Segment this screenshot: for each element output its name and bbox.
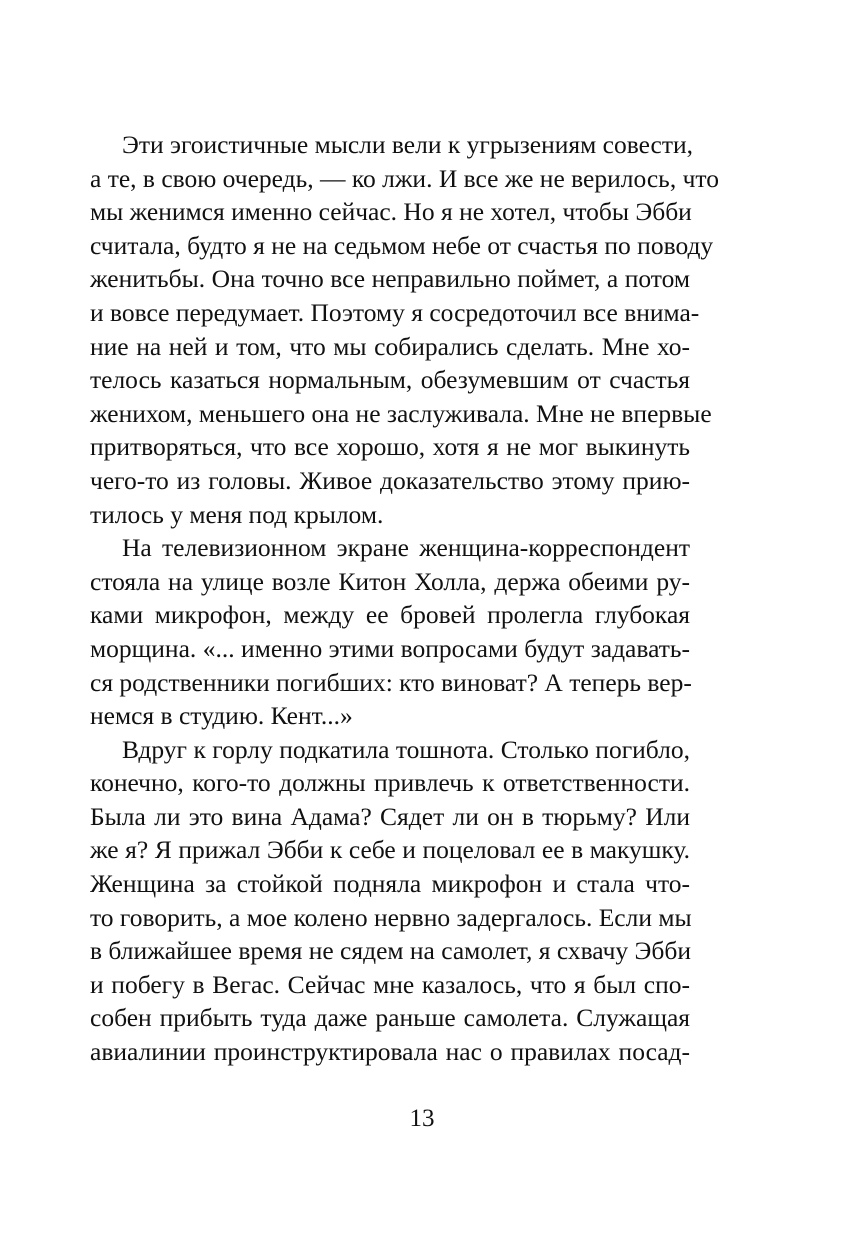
text-line: Вдруг к горлу подкатила тошнота. Столько погибло, (122, 734, 690, 764)
text-line: ние на ней и том, что мы собирались сделать. Мне хо- (90, 331, 690, 361)
text-line: На телевизионном экране женщина-корреспондент (122, 533, 690, 563)
text-line: мы женимся именно сейчас. Но я не хотел, чтобы Эбби (90, 197, 692, 227)
text-line: считала, будто я не на седьмом небе от счастья по поводу (90, 230, 714, 260)
text-line: а те, в свою очередь, — ко лжи. И все же не верилось, что (90, 163, 719, 193)
text-line: то говорить, а мое колено нервно задергалось. Если мы (90, 902, 692, 932)
text-line: собен прибыть туда даже раньше самолета. Служащая (90, 1003, 690, 1033)
page-number: 13 (409, 1105, 435, 1132)
text-line: притворяться, что все хорошо, хотя я не мог выкинуть (90, 432, 690, 462)
text-line: чего-то из головы. Живое доказательство этому прию- (90, 465, 690, 495)
text-line: и побегу в Вегас. Сейчас мне казалось, что я был спо- (90, 969, 690, 999)
text-line: телось казаться нормальным, обезумевшим от счастья (90, 365, 690, 395)
text-line: в ближайшее время не сядем на самолет, я схвачу Эбби (90, 936, 691, 966)
text-line: Женщина за стойкой подняла микрофон и стала что- (90, 869, 690, 899)
text-line: ками микрофон, между ее бровей пролегла глубокая (90, 600, 690, 630)
text-line: женихом, меньшего она не заслуживала. Мне не впервые (90, 398, 712, 428)
text-line: авиалинии проинструктировала нас о правилах посад- (90, 1037, 690, 1067)
text-line: Была ли это вина Адама? Сядет ли он в тюрьму? Или (90, 801, 690, 831)
text-line: морщина. «... именно этими вопросами будут задавать- (90, 633, 690, 663)
text-line: ся родственники погибших: кто виноват? А теперь вер- (90, 667, 692, 697)
text-line: конечно, кого-то должны привлечь к ответственности. (90, 768, 690, 798)
text-line: немся в студию. Кент...» (90, 701, 353, 731)
text-line: женитьбы. Она точно все неправильно поймет, а потом (90, 264, 690, 294)
text-line: же я? Я прижал Эбби к себе и поцеловал ее в макушку. (90, 835, 690, 865)
text-line: и вовсе передумает. Поэтому я сосредоточил все внима- (90, 297, 700, 327)
paragraph-1 (90, 128, 719, 531)
body-text (90, 128, 719, 1069)
text-line: стояла на улице возле Китон Холла, держа обеими ру- (90, 566, 690, 596)
text-line: тилось у меня под крылом. (90, 499, 384, 529)
paragraph-2 (90, 531, 690, 733)
text-line: Эти эгоистичные мысли вели к угрызениям совести, (122, 130, 694, 159)
paragraph-3 (90, 733, 690, 1069)
